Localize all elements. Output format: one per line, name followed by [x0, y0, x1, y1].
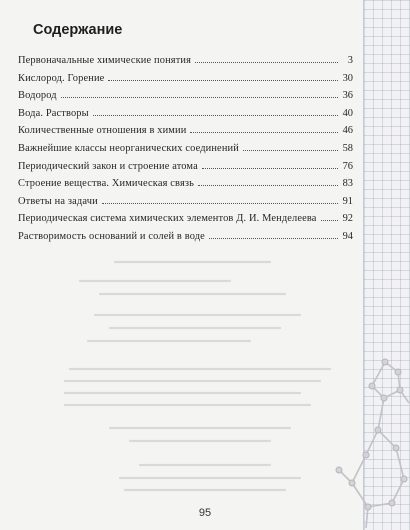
toc-entry[interactable] [18, 140, 353, 158]
toc-entry-label: Периодический закон и строение атома [18, 160, 198, 172]
toc-entry[interactable] [18, 228, 353, 246]
toc-entry-label: Кислород. Горение [18, 72, 105, 84]
toc-entry-page: 30 [342, 72, 353, 84]
toc-entry-label: Строение вещества. Химическая связь [18, 178, 195, 190]
toc-entry[interactable] [18, 158, 353, 176]
toc-list [18, 52, 353, 246]
toc-leader-dots [243, 149, 338, 151]
toc-entry-page: 46 [342, 125, 353, 137]
toc-entry-page: 36 [342, 90, 353, 102]
toc-entry-label: Первоначальные химические понятия [18, 55, 192, 66]
toc-leader-dots [108, 79, 338, 81]
toc-leader-dots [209, 237, 338, 239]
toc-entry-label: Водород [18, 90, 57, 102]
toc-entry-page: 94 [342, 230, 353, 242]
toc-entry[interactable] [18, 70, 353, 88]
toc-entry-label: Важнейшие классы неорганических соединений [18, 142, 239, 154]
toc-heading: Содержание [33, 22, 123, 38]
toc-leader-dots [93, 114, 338, 116]
toc-entry[interactable] [18, 193, 353, 211]
toc-leader-dots [102, 202, 338, 204]
toc-entry-page: 76 [342, 160, 353, 172]
toc-entry[interactable] [18, 52, 353, 70]
toc-leader-dots [202, 167, 338, 169]
page-number: 95 [198, 507, 212, 519]
toc-entry-page: 92 [342, 213, 353, 225]
toc-entry-page: 83 [342, 178, 353, 190]
toc-leader-dots [198, 184, 338, 186]
toc-entry[interactable] [18, 122, 353, 140]
toc-entry-label: Вода. Растворы [18, 107, 89, 119]
toc-leader-dots [61, 96, 338, 98]
toc-entry[interactable] [18, 105, 353, 123]
toc-entry-label: Количественные отношения в химии [18, 125, 187, 137]
toc-entry-page: 91 [342, 195, 353, 207]
graph-paper-margin [363, 0, 410, 530]
toc-entry[interactable] [18, 210, 353, 228]
toc-leader-dots [190, 131, 338, 133]
toc-entry-label: Ответы на задачи [18, 195, 98, 207]
toc-entry-page: 58 [342, 142, 353, 154]
toc-entry-label: Периодическая система химических элементов Д. И. Менделеева [18, 213, 317, 225]
toc-entry[interactable] [18, 175, 353, 193]
toc-entry[interactable] [18, 87, 353, 105]
toc-entry-label: Растворимость оснований и солей в воде [18, 230, 205, 242]
toc-leader-dots [321, 219, 338, 221]
toc-leader-dots [195, 61, 338, 63]
toc-entry-page: 40 [342, 107, 353, 119]
toc-entry-page: 3 [347, 55, 353, 66]
